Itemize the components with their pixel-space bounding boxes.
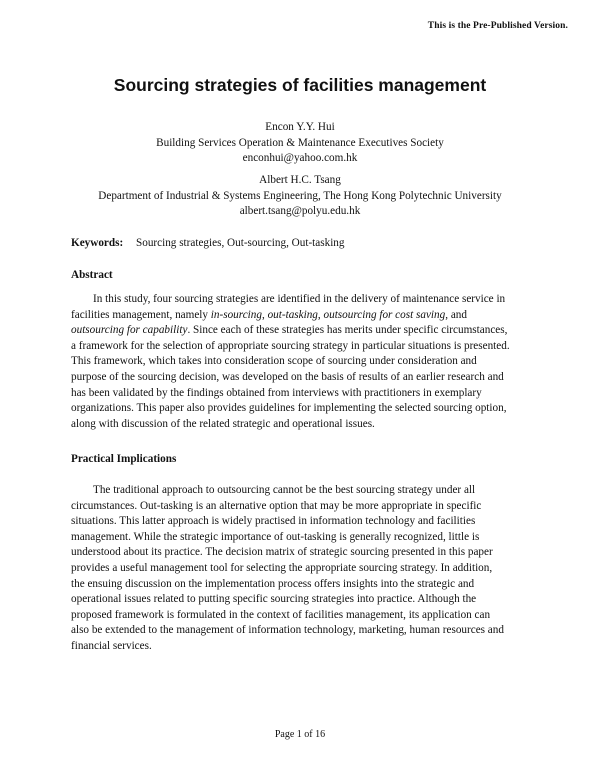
implications-line: proposed framework is formulated in the context of facilities management, its application can bbox=[71, 608, 491, 621]
paper-title: Sourcing strategies of facilities management bbox=[113, 75, 487, 95]
author-2-affiliation: Department of Industrial & Systems Engineering, The Hong Kong Polytechnic University bbox=[98, 189, 502, 202]
implications-line: operational issues related to putting specific sourcing strategies into practice. Although the bbox=[71, 593, 477, 606]
implications-line: management. While the strategic importance of out-tasking is generally recognized, little is bbox=[71, 530, 480, 543]
implications-body bbox=[71, 483, 531, 655]
abstract-line: This framework, which takes into consideration scope of sourcing under consideration and bbox=[71, 355, 477, 368]
author-2-email: albert.tsang@polyu.edu.hk bbox=[239, 205, 361, 217]
pre-published-note: This is the Pre-Published Version. bbox=[427, 21, 568, 31]
implications-line: the ensuing discussion on the implementation process offers insights into the strategic and bbox=[71, 577, 475, 590]
author-1-email: enconhui@yahoo.com.hk bbox=[242, 152, 358, 164]
abstract-line: facilities management, namely in-sourcing, out-tasking, outsourcing for cost saving, and bbox=[71, 308, 467, 321]
author-2 bbox=[0, 173, 600, 220]
implications-line: situations. This latter approach is widely practised in information technology and facilities bbox=[71, 515, 476, 528]
author-1 bbox=[0, 120, 600, 167]
implications-line: understood about its practice. The decision matrix of strategic sourcing presented in this paper bbox=[71, 546, 493, 559]
author-2-name: Albert H.C. Tsang bbox=[259, 174, 341, 186]
author-1-name: Encon Y.Y. Hui bbox=[265, 121, 335, 133]
abstract-line: has been validated by the findings obtained from interviews with practitioners in exemplary bbox=[71, 386, 482, 399]
abstract-line: In this study, four sourcing strategies are identified in the delivery of maintenance service in bbox=[93, 293, 506, 305]
author-1-affiliation: Building Services Operation & Maintenance Executives Society bbox=[156, 136, 444, 149]
keywords bbox=[71, 237, 345, 249]
abstract-line: organizations. This paper also provides guidelines for implementing the selected sourcing option, bbox=[71, 402, 507, 415]
implications-line: circumstances. Out-tasking is an alternative option that may be more appropriate in specific bbox=[71, 499, 482, 512]
abstract-line: outsourcing for capability. Since each of these strategies has merits under specific circumstances, bbox=[71, 324, 508, 337]
abstract-heading: Abstract bbox=[71, 269, 113, 281]
page-number: Page 1 of 16 bbox=[274, 729, 326, 740]
abstract-line: along with discussion of the related strategic and operational issues. bbox=[71, 417, 375, 430]
implications-line: The traditional approach to outsourcing cannot be the best sourcing strategy under all bbox=[93, 484, 476, 496]
abstract-line: a framework for the selection of appropriate sourcing strategy in particular situations is presented. bbox=[71, 339, 510, 352]
keywords-value: Sourcing strategies, Out-sourcing, Out-tasking bbox=[136, 237, 345, 249]
implications-line: financial services. bbox=[71, 639, 152, 652]
abstract-line: purpose of the sourcing decision, was developed on the basis of results of an earlier research and bbox=[71, 370, 504, 383]
keywords-label: Keywords: bbox=[71, 237, 124, 249]
abstract-body bbox=[71, 292, 531, 432]
implications-line: also be extended to the management of information technology, marketing, human resources and bbox=[71, 624, 504, 637]
implications-line: provides a useful management tool for selecting the appropriate sourcing strategy. In addition, bbox=[71, 561, 493, 574]
implications-heading: Practical Implications bbox=[71, 453, 177, 465]
